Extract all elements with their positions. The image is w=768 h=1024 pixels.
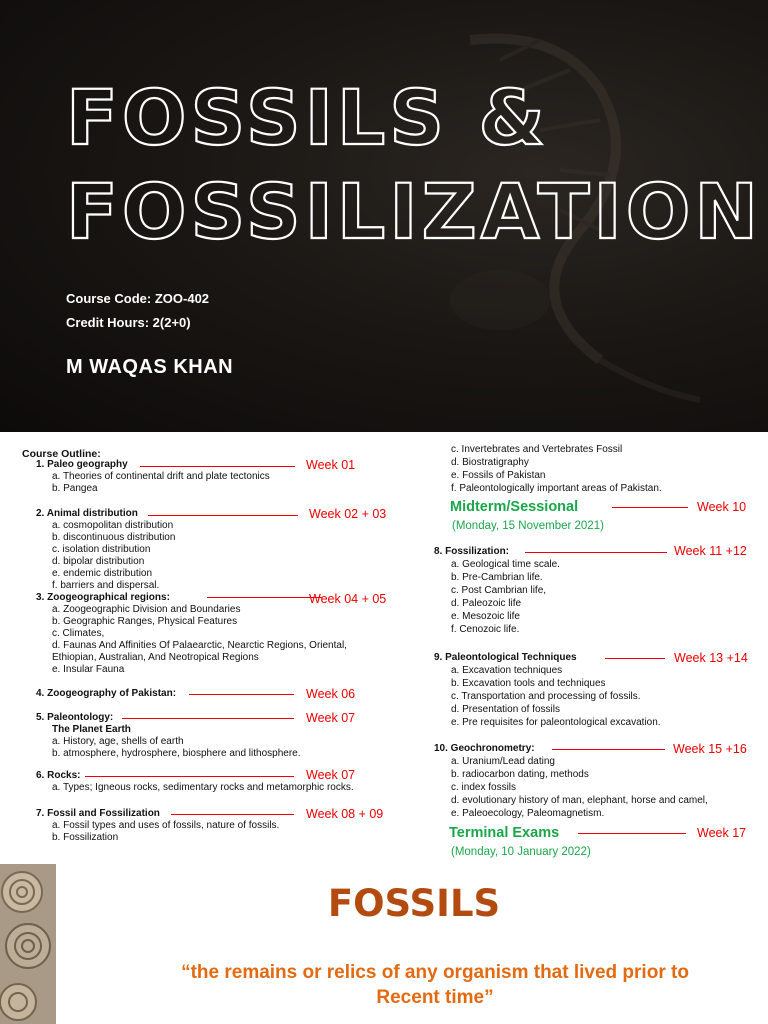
outline-subtopic: e. Fossils of Pakistan <box>451 470 546 481</box>
outline-topic: 2. Animal distribution <box>36 508 138 519</box>
outline-topic: 6. Rocks: <box>36 770 81 781</box>
outline-topic: 1. Paleo geography <box>36 459 128 470</box>
outline-topic: 5. Paleontology: <box>36 712 114 723</box>
fossil-definition-quote <box>110 960 760 1010</box>
week-label: Week 07 <box>306 711 356 725</box>
week-line <box>612 507 688 508</box>
outline-subtopic: a. Fossil types and uses of fossils, nature of fossils. <box>52 820 280 831</box>
course-code: Course Code: ZOO-402 <box>66 291 210 306</box>
cover-slide <box>0 0 768 432</box>
week-line <box>122 718 294 719</box>
outline-subtopic: a. Theories of continental drift and plate tectonics <box>52 471 270 482</box>
outline-topic: 4. Zoogeography of Pakistan: <box>36 688 177 699</box>
outline-right-column <box>0 432 768 864</box>
outline-subtopic: e. Insular Fauna <box>52 664 125 675</box>
week-line <box>207 597 322 598</box>
week-label: Week 15 +16 <box>673 742 747 756</box>
course-outline-slide <box>0 432 768 864</box>
outline-subtopic: c. isolation distribution <box>52 544 151 555</box>
outline-subtopic: b. atmosphere, hydrosphere, biosphere and lithosphere. <box>52 748 301 759</box>
outline-subtopic: d. Paleozoic life <box>451 598 522 609</box>
outline-subtopic: b. Geographic Ranges, Physical Features <box>52 616 238 627</box>
week-label: Week 06 <box>306 687 356 701</box>
outline-topic: 7. Fossil and Fossilization <box>36 808 160 819</box>
week-line <box>525 552 667 553</box>
outline-subtopic: f. Cenozoic life. <box>451 624 520 635</box>
week-label: Week 04 + 05 <box>309 592 387 606</box>
quote-line-1: “the remains or relics of any organism that lived prior to <box>181 962 689 983</box>
outline-topic: 10. Geochronometry: <box>434 743 535 754</box>
week-line <box>578 833 686 834</box>
week-line <box>85 776 294 777</box>
week-label: Week 07 <box>306 768 356 782</box>
author-name: M WAQAS KHAN <box>66 356 234 378</box>
terminal-exams-date: (Monday, 10 January 2022) <box>451 846 591 858</box>
outline-subtopic: b. radiocarbon dating, methods <box>451 769 589 780</box>
week-line <box>189 694 294 695</box>
outline-subtopic: c. Climates, <box>52 628 105 639</box>
outline-subtopic: c. Invertebrates and Vertebrates Fossil <box>451 444 623 455</box>
outline-subtopic: a. Excavation techniques <box>451 665 563 676</box>
credit-hours: Credit Hours: 2(2+0) <box>66 315 191 330</box>
week-label: Week 02 + 03 <box>309 507 387 521</box>
outline-topic: 3. Zoogeographical regions: <box>36 592 170 603</box>
outline-topic: 9. Paleontological Techniques <box>434 652 577 663</box>
outline-subtopic: a. History, age, shells of earth <box>52 736 184 747</box>
cover-title-line-1: FOSSILS & <box>66 73 549 162</box>
outline-subtopic: e. Pre requisites for paleontological excavation. <box>451 717 661 728</box>
midterm-label: Midterm/Sessional <box>450 499 579 515</box>
outline-subtopic: a. Zoogeographic Division and Boundaries <box>52 604 241 615</box>
week-label: Week 17 <box>697 826 747 840</box>
week-label: Week 11 +12 <box>674 544 747 558</box>
outline-topic: The Planet Earth <box>52 724 131 735</box>
terminal-exams-label: Terminal Exams <box>449 825 560 841</box>
outline-subtopic: a. Uranium/Lead dating <box>451 756 555 767</box>
outline-subtopic: c. Transportation and processing of fossils. <box>451 691 641 702</box>
fossils-title: FOSSILS <box>327 882 501 925</box>
outline-subtopic: b. Excavation tools and techniques <box>451 678 606 689</box>
midterm-date: (Monday, 15 November 2021) <box>452 520 604 532</box>
week-label: Week 01 <box>306 458 356 472</box>
outline-subtopic: e. endemic distribution <box>52 568 153 579</box>
outline-subtopic: b. discontinuous distribution <box>52 532 176 543</box>
outline-subtopic: f. barriers and dispersal. <box>52 580 160 591</box>
outline-subtopic: a. Types; Igneous rocks, sedimentary rocks and metamorphic rocks. <box>52 782 354 793</box>
outline-subtopic: Ethiopian, Australian, And Neotropical Regions <box>52 652 259 663</box>
week-line <box>140 466 295 467</box>
outline-subtopic: b. Fossilization <box>52 832 119 843</box>
week-line <box>552 749 665 750</box>
outline-topic: 8. Fossilization: <box>434 546 510 557</box>
week-label: Week 08 + 09 <box>306 807 384 821</box>
outline-subtopic: d. Faunas And Affinities Of Palaearctic, Nearctic Regions, Oriental, <box>52 640 347 651</box>
outline-heading: Course Outline: <box>22 448 101 460</box>
outline-subtopic: d. Biostratigraphy <box>451 457 529 468</box>
outline-subtopic: d. evolutionary history of man, elephant, horse and camel, <box>451 795 708 806</box>
outline-subtopic: c. index fossils <box>451 782 517 793</box>
outline-subtopic: e. Paleoecology, Paleomagnetism. <box>451 808 605 819</box>
outline-subtopic: c. Post Cambrian life, <box>451 585 547 596</box>
outline-subtopic: a. Geological time scale. <box>451 559 560 570</box>
outline-subtopic: b. Pangea <box>52 483 98 494</box>
outline-subtopic: d. bipolar distribution <box>52 556 145 567</box>
outline-subtopic: e. Mesozoic life <box>451 611 520 622</box>
outline-subtopic: b. Pre-Cambrian life. <box>451 572 543 583</box>
outline-subtopic: f. Paleontologically important areas of Pakistan. <box>451 483 662 494</box>
week-line <box>605 658 665 659</box>
week-label: Week 10 <box>697 500 747 514</box>
week-label: Week 13 +14 <box>674 651 748 665</box>
outline-subtopic: a. cosmopolitan distribution <box>52 520 174 531</box>
fossils-slide <box>0 864 768 1024</box>
cover-title-line-2: FOSSILIZATION <box>66 167 762 256</box>
week-line <box>171 814 294 815</box>
outline-subtopic: d. Presentation of fossils <box>451 704 560 715</box>
week-line <box>148 515 298 516</box>
quote-line-2: Recent time” <box>376 987 494 1008</box>
